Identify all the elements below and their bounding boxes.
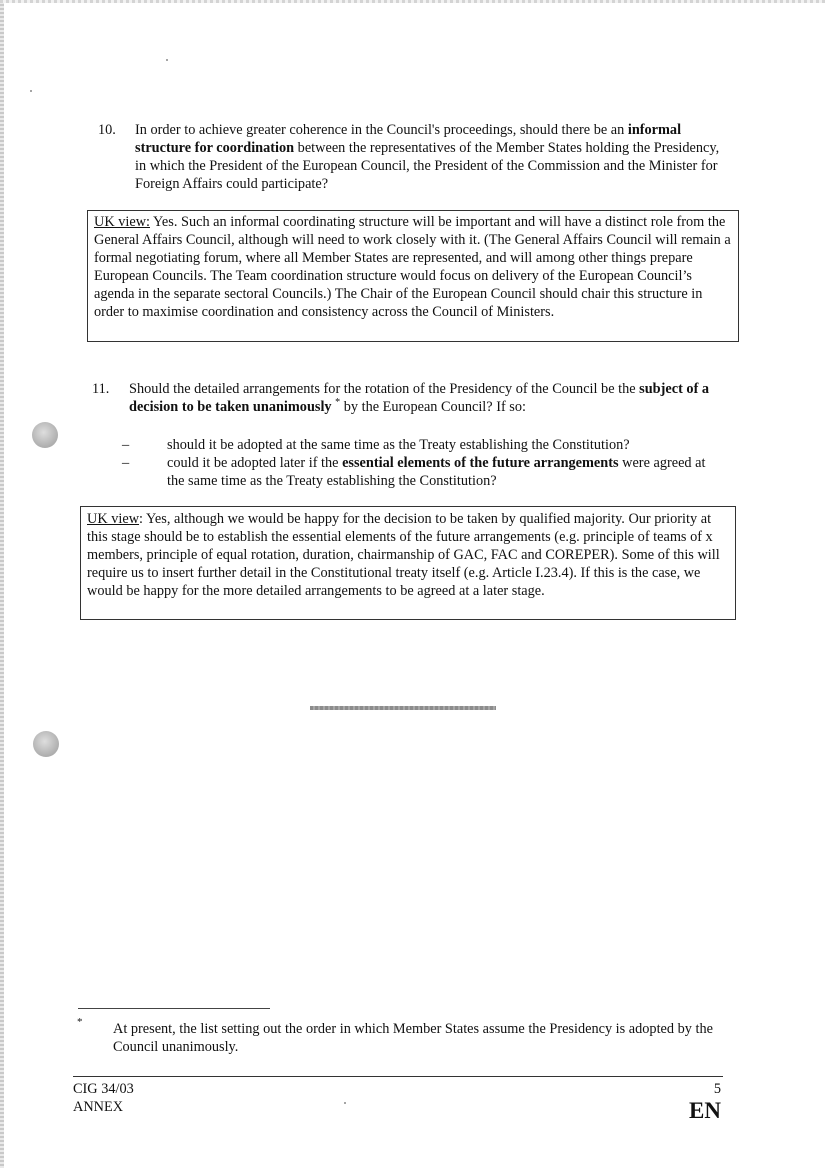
uk-view-box-10 (87, 210, 739, 342)
question-number: 11. (92, 381, 110, 397)
dash-marker: – (122, 437, 130, 453)
section-separator (310, 706, 496, 710)
footnote-text: At present, the list setting out the order in which Member States assume the Presidency is adopted by the Council unanimously. (113, 1021, 713, 1055)
language-code: EN (689, 1098, 721, 1123)
footnote-mark: * (77, 1016, 83, 1028)
question-emphasis: subject of a decision to be taken unanimously (129, 381, 710, 415)
scan-speck (344, 1102, 346, 1104)
question-emphasis: essential elements of the future arrangements (342, 455, 619, 471)
uk-view-text: : Yes, although we would be happy for the decision to be taken by qualified majority. Our priority at this stage should be to establish the essential elements of the future arrangements (e.g. principle of teams of x members, principle of equal rotation, duration, chairmanship of GAC, FAC and COREPER). Some of this will require us to insert further detail in the Constitutional treaty itself (e.g. Article I.23.4). If this is the case, we would be happy for the more detailed arrangements to be agreed at a later stage. (87, 511, 720, 599)
uk-view-label: UK view: (94, 214, 150, 230)
punch-hole-lower (33, 731, 59, 757)
document-reference: CIG 34/03 (73, 1081, 134, 1097)
scan-speck (30, 90, 32, 92)
question-number: 10. (98, 122, 116, 138)
page-number: 5 (713, 1081, 721, 1097)
scan-speck (166, 59, 168, 61)
footer-right (689, 1080, 721, 1124)
footnote-rule (78, 1008, 270, 1009)
uk-view-label: UK view (87, 511, 140, 527)
scan-top-edge (0, 0, 825, 3)
dash-marker: – (122, 455, 130, 471)
question-text: Should the detailed arrangements for the rotation of the Presidency of the Council be the subject of a decision to be taken unanimously * by the European Council? If so: (129, 381, 710, 415)
punch-hole-upper (32, 422, 58, 448)
question-emphasis: informal structure for coordination (135, 122, 682, 156)
footer-left (73, 1080, 134, 1116)
uk-view-text: Yes. Such an informal coordinating structure will be important and will have a distinct role from the General Affairs Council, although will need to work closely with it. (The General Affairs Council will remain a formal negotiating forum, where all Member States are represented, and will among other things prepare European Councils. The Team coordination structure would focus on delivery of the European Council’s agenda in the separate sectoral Councils.) The Chair of the European Council should chair this structure in order to maximise coordination and consistency across the Council of Ministers. (94, 214, 731, 320)
list-item: – could it be adopted later if the essential elements of the future arrangements were agreed at the same time as the Treaty establishing the Constitution? (122, 455, 706, 489)
list-item: – should it be adopted at the same time as the Treaty establishing the Constitution? (122, 437, 630, 453)
scan-edge (0, 0, 4, 1168)
sub-question-list (122, 436, 712, 490)
uk-view-box-11 (80, 506, 736, 620)
footer-rule (73, 1076, 723, 1077)
annex-label: ANNEX (73, 1099, 124, 1115)
footnote-reference[interactable]: * (335, 397, 341, 409)
question-text: In order to achieve greater coherence in the Council's proceedings, should there be an informal structure for coordination between the representatives of the Member States holding the Presidency, in which the President of the European Council, the President of the Commission and the Minister for Foreign Affairs could participate? (135, 122, 720, 192)
